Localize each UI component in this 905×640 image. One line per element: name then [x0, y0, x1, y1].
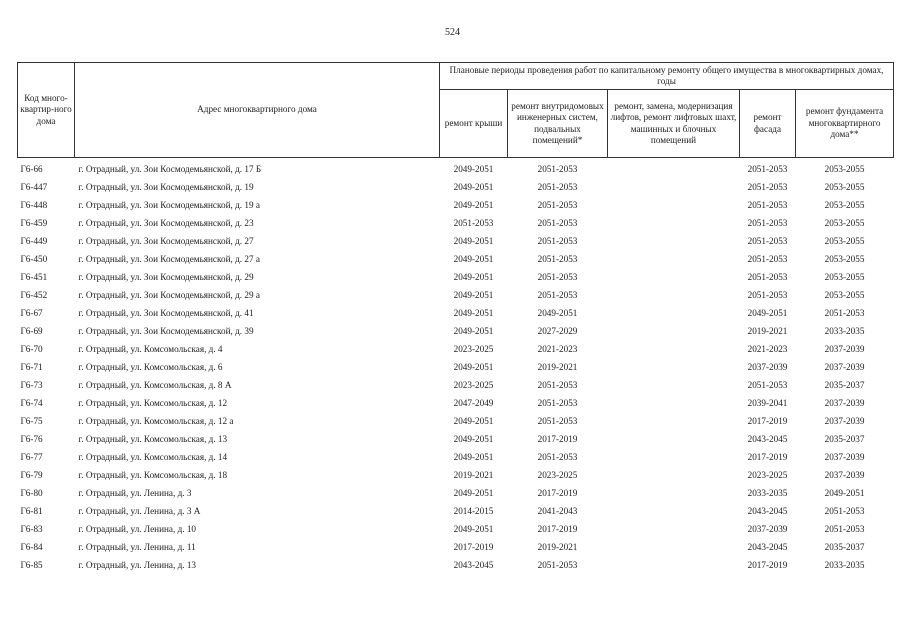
cell-address: г. Отрадный, ул. Ленина, д. 3	[78, 488, 192, 498]
cell-engineering: 2041-2043	[537, 506, 578, 516]
cell-elevators	[608, 286, 740, 304]
cell-foundation: 2033-2035	[824, 326, 865, 336]
cell-engineering: 2017-2019	[537, 488, 578, 498]
table-row	[18, 250, 894, 268]
cell-elevators	[608, 466, 740, 484]
cell-code: Г6-85	[20, 560, 43, 570]
cell-facade: 2017-2019	[747, 452, 788, 462]
cell-elevators	[608, 376, 740, 394]
repair-schedule-table	[17, 62, 894, 574]
table-row	[18, 358, 894, 376]
table-row	[18, 502, 894, 520]
cell-address: г. Отрадный, ул. Зои Космодемьянской, д. 29 а	[78, 290, 260, 300]
header-elevators: ремонт, замена, модернизация лифтов, ремонт лифтовых шахт, машинных и блочных помещений	[608, 90, 740, 158]
cell-elevators	[608, 412, 740, 430]
cell-facade: 2043-2045	[747, 506, 788, 516]
cell-facade: 2051-2053	[747, 272, 788, 282]
cell-foundation: 2053-2055	[824, 182, 865, 192]
cell-facade: 2051-2053	[747, 182, 788, 192]
cell-facade: 2051-2053	[747, 290, 788, 300]
table-row	[18, 232, 894, 250]
cell-address: г. Отрадный, ул. Комсомольская, д. 8 А	[78, 380, 232, 390]
cell-code: Г6-76	[20, 434, 43, 444]
cell-elevators	[608, 196, 740, 214]
cell-facade: 2051-2053	[747, 164, 788, 174]
cell-engineering: 2017-2019	[537, 524, 578, 534]
cell-engineering: 2051-2053	[537, 200, 578, 210]
cell-elevators	[608, 394, 740, 412]
cell-facade: 2021-2023	[747, 344, 788, 354]
cell-elevators	[608, 484, 740, 502]
cell-facade: 2039-2041	[747, 398, 788, 408]
cell-facade: 2033-2035	[747, 488, 788, 498]
table-row	[18, 466, 894, 484]
cell-roof: 2049-2051	[453, 290, 494, 300]
cell-roof: 2049-2051	[453, 254, 494, 264]
header-periods-title: Плановые периоды проведения работ по капитальному ремонту общего имущества в многоквартирных домах, годы	[440, 63, 894, 90]
cell-code: Г6-79	[20, 470, 43, 480]
cell-roof: 2049-2051	[453, 182, 494, 192]
cell-foundation: 2051-2053	[824, 506, 865, 516]
cell-foundation: 2037-2039	[824, 416, 865, 426]
header-facade: ремонт фасада	[740, 90, 796, 158]
cell-facade: 2043-2045	[747, 434, 788, 444]
table-row	[18, 556, 894, 574]
cell-elevators	[608, 556, 740, 574]
cell-engineering: 2051-2053	[537, 254, 578, 264]
cell-foundation: 2033-2035	[824, 560, 865, 570]
cell-roof: 2023-2025	[453, 344, 494, 354]
table-row	[18, 196, 894, 214]
cell-roof: 2049-2051	[453, 524, 494, 534]
cell-facade: 2043-2045	[747, 542, 788, 552]
cell-address: г. Отрадный, ул. Зои Космодемьянской, д. 29	[78, 272, 254, 282]
cell-roof: 2049-2051	[453, 200, 494, 210]
cell-roof: 2049-2051	[453, 362, 494, 372]
table-row	[18, 376, 894, 394]
table-row	[18, 448, 894, 466]
table-row	[18, 484, 894, 502]
cell-foundation: 2053-2055	[824, 164, 865, 174]
cell-engineering: 2051-2053	[537, 380, 578, 390]
cell-address: г. Отрадный, ул. Ленина, д. 13	[78, 560, 197, 570]
cell-engineering: 2017-2019	[537, 434, 578, 444]
cell-code: Г6-71	[20, 362, 43, 372]
cell-address: г. Отрадный, ул. Комсомольская, д. 13	[78, 434, 228, 444]
cell-code: Г6-74	[20, 398, 43, 408]
cell-facade: 2017-2019	[747, 416, 788, 426]
table-row	[18, 538, 894, 556]
cell-elevators	[608, 340, 740, 358]
table-row	[18, 158, 894, 179]
header-address: Адрес многоквартирного дома	[75, 63, 440, 158]
cell-foundation: 2053-2055	[824, 290, 865, 300]
cell-foundation: 2037-2039	[824, 452, 865, 462]
cell-code: Г6-451	[20, 272, 48, 282]
cell-foundation: 2037-2039	[824, 344, 865, 354]
cell-roof: 2049-2051	[453, 452, 494, 462]
header-code: Код много-квартир-ного дома	[18, 63, 75, 158]
cell-elevators	[608, 322, 740, 340]
cell-elevators	[608, 250, 740, 268]
cell-foundation: 2049-2051	[824, 488, 865, 498]
cell-roof: 2047-2049	[453, 398, 494, 408]
cell-engineering: 2023-2025	[537, 470, 578, 480]
cell-elevators	[608, 448, 740, 466]
cell-address: г. Отрадный, ул. Зои Космодемьянской, д. 27	[78, 236, 254, 246]
cell-code: Г6-449	[20, 236, 48, 246]
cell-address: г. Отрадный, ул. Ленина, д. 3 А	[78, 506, 201, 516]
cell-engineering: 2049-2051	[537, 308, 578, 318]
cell-facade: 2051-2053	[747, 236, 788, 246]
cell-roof: 2049-2051	[453, 326, 494, 336]
cell-code: Г6-84	[20, 542, 43, 552]
cell-code: Г6-70	[20, 344, 43, 354]
cell-address: г. Отрадный, ул. Комсомольская, д. 12 а	[78, 416, 234, 426]
cell-facade: 2051-2053	[747, 218, 788, 228]
cell-foundation: 2037-2039	[824, 398, 865, 408]
cell-address: г. Отрадный, ул. Зои Космодемьянской, д. 23	[78, 218, 254, 228]
cell-roof: 2049-2051	[453, 236, 494, 246]
cell-engineering: 2021-2023	[537, 344, 578, 354]
table-row	[18, 178, 894, 196]
cell-address: г. Отрадный, ул. Зои Космодемьянской, д. 19 а	[78, 200, 260, 210]
cell-facade: 2037-2039	[747, 524, 788, 534]
cell-code: Г6-447	[20, 182, 48, 192]
cell-foundation: 2037-2039	[824, 470, 865, 480]
cell-engineering: 2051-2053	[537, 398, 578, 408]
cell-facade: 2037-2039	[747, 362, 788, 372]
cell-facade: 2049-2051	[747, 308, 788, 318]
cell-code: Г6-73	[20, 380, 43, 390]
table-row	[18, 304, 894, 322]
cell-address: г. Отрадный, ул. Ленина, д. 10	[78, 524, 197, 534]
header-roof: ремонт крыши	[440, 90, 508, 158]
table-row	[18, 214, 894, 232]
cell-address: г. Отрадный, ул. Зои Космодемьянской, д. 39	[78, 326, 254, 336]
cell-code: Г6-81	[20, 506, 43, 516]
cell-roof: 2017-2019	[453, 542, 494, 552]
cell-roof: 2049-2051	[453, 416, 494, 426]
cell-foundation: 2053-2055	[824, 218, 865, 228]
cell-engineering: 2051-2053	[537, 416, 578, 426]
cell-roof: 2023-2025	[453, 380, 494, 390]
cell-foundation: 2053-2055	[824, 236, 865, 246]
cell-elevators	[608, 430, 740, 448]
table-row	[18, 286, 894, 304]
cell-address: г. Отрадный, ул. Ленина, д. 11	[78, 542, 196, 552]
table-row	[18, 394, 894, 412]
cell-engineering: 2051-2053	[537, 272, 578, 282]
cell-facade: 2051-2053	[747, 200, 788, 210]
cell-engineering: 2051-2053	[537, 560, 578, 570]
table-row	[18, 268, 894, 286]
cell-address: г. Отрадный, ул. Зои Космодемьянской, д. 17 Б	[78, 164, 262, 174]
cell-engineering: 2051-2053	[537, 236, 578, 246]
cell-address: г. Отрадный, ул. Зои Космодемьянской, д. 19	[78, 182, 254, 192]
cell-roof: 2049-2051	[453, 434, 494, 444]
cell-address: г. Отрадный, ул. Комсомольская, д. 6	[78, 362, 223, 372]
cell-address: г. Отрадный, ул. Зои Космодемьянской, д. 41	[78, 308, 254, 318]
cell-code: Г6-83	[20, 524, 43, 534]
cell-elevators	[608, 232, 740, 250]
table-row	[18, 322, 894, 340]
cell-foundation: 2037-2039	[824, 362, 865, 372]
cell-roof: 2019-2021	[453, 470, 494, 480]
cell-elevators	[608, 520, 740, 538]
cell-foundation: 2053-2055	[824, 272, 865, 282]
page-number: 524	[445, 27, 460, 38]
cell-foundation: 2053-2055	[824, 254, 865, 264]
cell-engineering: 2051-2053	[537, 452, 578, 462]
cell-address: г. Отрадный, ул. Комсомольская, д. 12	[78, 398, 228, 408]
cell-address: г. Отрадный, ул. Комсомольская, д. 14	[78, 452, 228, 462]
cell-roof: 2051-2053	[453, 218, 494, 228]
cell-code: Г6-448	[20, 200, 48, 210]
cell-elevators	[608, 538, 740, 556]
cell-code: Г6-459	[20, 218, 48, 228]
cell-code: Г6-450	[20, 254, 48, 264]
cell-facade: 2051-2053	[747, 254, 788, 264]
cell-foundation: 2053-2055	[824, 200, 865, 210]
cell-engineering: 2027-2029	[537, 326, 578, 336]
cell-elevators	[608, 158, 740, 179]
cell-code: Г6-69	[20, 326, 43, 336]
cell-roof: 2049-2051	[453, 164, 494, 174]
cell-foundation: 2035-2037	[824, 542, 865, 552]
cell-code: Г6-75	[20, 416, 43, 426]
cell-address: г. Отрадный, ул. Зои Космодемьянской, д. 27 а	[78, 254, 260, 264]
cell-foundation: 2035-2037	[824, 434, 865, 444]
cell-engineering: 2019-2021	[537, 362, 578, 372]
cell-facade: 2051-2053	[747, 380, 788, 390]
cell-code: Г6-77	[20, 452, 43, 462]
header-foundation: ремонт фундамента многоквартирного дома**	[796, 90, 894, 158]
table-row	[18, 430, 894, 448]
table-row	[18, 412, 894, 430]
cell-foundation: 2035-2037	[824, 380, 865, 390]
cell-roof: 2043-2045	[453, 560, 494, 570]
cell-roof: 2014-2015	[453, 506, 494, 516]
cell-engineering: 2019-2021	[537, 542, 578, 552]
cell-engineering: 2051-2053	[537, 164, 578, 174]
cell-elevators	[608, 178, 740, 196]
cell-roof: 2049-2051	[453, 488, 494, 498]
cell-code: Г6-67	[20, 308, 43, 318]
cell-facade: 2019-2021	[747, 326, 788, 336]
cell-engineering: 2051-2053	[537, 290, 578, 300]
cell-elevators	[608, 214, 740, 232]
cell-facade: 2023-2025	[747, 470, 788, 480]
header-engineering: ремонт внутридомовых инженерных систем, подвальных помещений*	[508, 90, 608, 158]
cell-engineering: 2051-2053	[537, 218, 578, 228]
cell-elevators	[608, 304, 740, 322]
cell-foundation: 2051-2053	[824, 524, 865, 534]
cell-elevators	[608, 502, 740, 520]
cell-address: г. Отрадный, ул. Комсомольская, д. 4	[78, 344, 223, 354]
cell-code: Г6-452	[20, 290, 48, 300]
cell-elevators	[608, 358, 740, 376]
cell-elevators	[608, 268, 740, 286]
cell-facade: 2017-2019	[747, 560, 788, 570]
cell-address: г. Отрадный, ул. Комсомольская, д. 18	[78, 470, 228, 480]
cell-code: Г6-66	[20, 164, 43, 174]
table-row	[18, 340, 894, 358]
cell-roof: 2049-2051	[453, 272, 494, 282]
cell-roof: 2049-2051	[453, 308, 494, 318]
cell-engineering: 2051-2053	[537, 182, 578, 192]
cell-foundation: 2051-2053	[824, 308, 865, 318]
table-row	[18, 520, 894, 538]
cell-code: Г6-80	[20, 488, 43, 498]
